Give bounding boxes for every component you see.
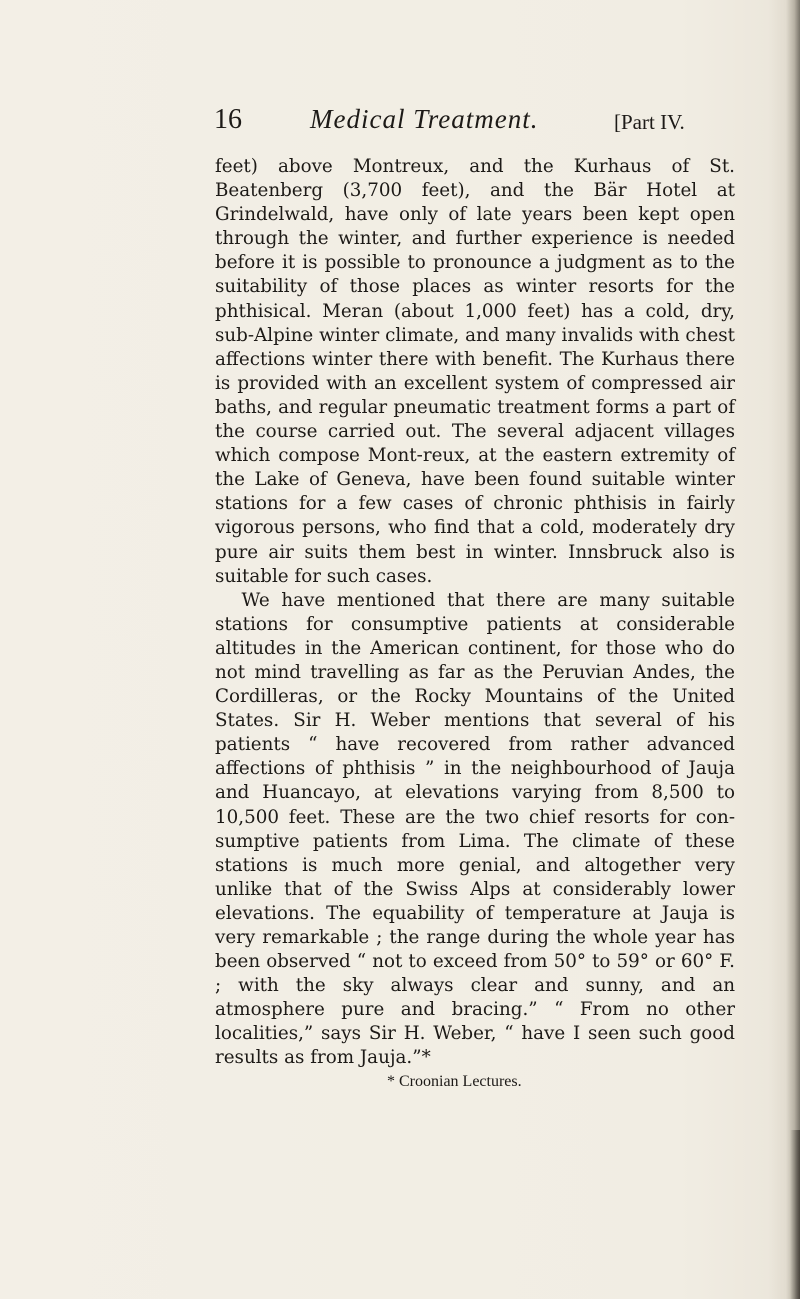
footnote: * Croonian Lectures. [387,1073,522,1090]
running-header [214,104,734,144]
running-title: Medical Treatment. [310,104,539,134]
page-edge-dark [790,1130,800,1299]
paragraph-2: We have mentioned that there are many suitable stations for consumptive patients at considerable altitudes in the American continent, for those who do not mind travelling as far as the Peruvian Andes, the Cordilleras, or the Rocky Mountains of the United States. Sir H. Weber mentions that several of his patients “ have recovered from rather advanced affections of phthisis ” in the neighbourhood of Jauja and Huancayo, at elevations varying from 8,500 to 10,500 feet. These are the two chief resorts for con-sumptive patients from Lima. The climate of these stations is much more genial, and altogether very unlike that of the Swiss Alps at considerably lower elevations. The equability of temperature at Jauja is very remarkable ; the range during the whole year has been observed “ not to exceed from 50° to 59° or 60° F. ; with the sky always clear and sunny, and an atmosphere pure and bracing.” “ From no other localities,” says Sir H. Weber, “ have I seen such good results as from Jauja.”* [215,589,735,1069]
body-text [215,155,735,1071]
paragraph-1: feet) above Montreux, and the Kurhaus of St. Beatenberg (3,700 feet), and the Bär Hotel at Grindelwald, have only of late years been kept open through the winter, and further experience is needed before it is possible to pronounce a judgment as to the suitability of those places as winter resorts for the phthisical. Meran (about 1,000 feet) has a cold, dry, sub-Alpine winter climate, and many invalids with chest affections winter there with benefit. The Kurhaus there is provided with an excellent system of compressed air baths, and regular pneumatic treatment forms a part of the course carried out. The several adjacent villages which compose Mont-reux, at the eastern extremity of the Lake of Geneva, have been found suitable winter stations for a few cases of chronic phthisis in fairly vigorous persons, who find that a cold, moderately dry pure air suits them best in winter. Innsbruck also is suitable for such cases. [215,156,735,587]
page-edge-shadow [786,0,800,1299]
part-label: [Part IV. [614,110,685,134]
page-number: 16 [214,104,242,135]
